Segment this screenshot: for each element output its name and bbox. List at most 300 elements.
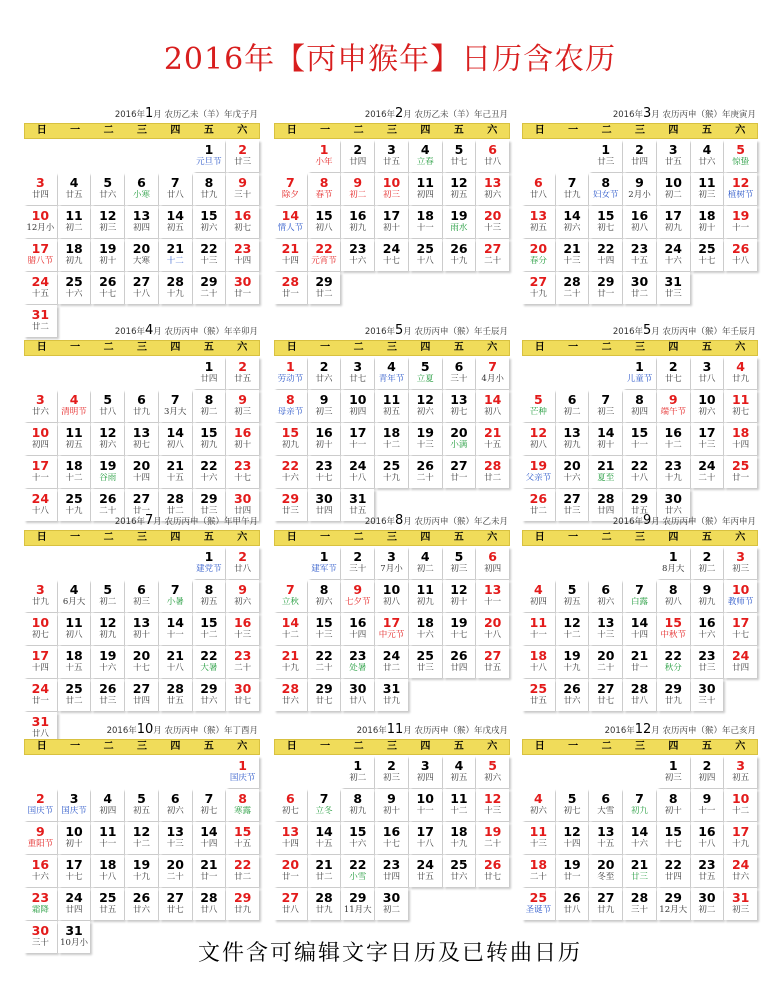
- day-cell[interactable]: [623, 272, 656, 304]
- day-cell[interactable]: [522, 423, 555, 455]
- day-cell[interactable]: [308, 272, 341, 304]
- day-cell[interactable]: [724, 140, 757, 172]
- day-cell[interactable]: [159, 423, 192, 455]
- day-cell[interactable]: [341, 173, 374, 205]
- day-cell[interactable]: [657, 646, 690, 678]
- day-cell[interactable]: [724, 888, 757, 920]
- day-cell[interactable]: [58, 679, 91, 711]
- day-cell[interactable]: [691, 206, 724, 238]
- day-cell[interactable]: [58, 888, 91, 920]
- day-cell[interactable]: [443, 547, 476, 579]
- day-cell[interactable]: [24, 423, 57, 455]
- day-cell[interactable]: [375, 357, 408, 389]
- day-cell[interactable]: [341, 756, 374, 788]
- day-cell[interactable]: [589, 456, 622, 488]
- day-cell[interactable]: [226, 613, 259, 645]
- day-cell[interactable]: [623, 789, 656, 821]
- day-cell[interactable]: [691, 646, 724, 678]
- day-cell[interactable]: [226, 239, 259, 271]
- day-cell[interactable]: [724, 456, 757, 488]
- day-cell[interactable]: [375, 547, 408, 579]
- day-cell[interactable]: [691, 173, 724, 205]
- day-cell[interactable]: [193, 390, 226, 422]
- day-cell[interactable]: [125, 206, 158, 238]
- day-cell[interactable]: [308, 822, 341, 854]
- day-cell[interactable]: [341, 456, 374, 488]
- day-cell[interactable]: [91, 239, 124, 271]
- day-cell[interactable]: [476, 580, 509, 612]
- day-cell[interactable]: [522, 613, 555, 645]
- day-cell[interactable]: [522, 206, 555, 238]
- day-cell[interactable]: [308, 547, 341, 579]
- day-cell[interactable]: [24, 206, 57, 238]
- day-cell[interactable]: [226, 580, 259, 612]
- day-cell[interactable]: [274, 206, 307, 238]
- day-cell[interactable]: [226, 888, 259, 920]
- day-cell[interactable]: [274, 789, 307, 821]
- day-cell[interactable]: [589, 423, 622, 455]
- day-cell[interactable]: [443, 456, 476, 488]
- day-cell[interactable]: [91, 646, 124, 678]
- day-cell[interactable]: [193, 239, 226, 271]
- day-cell[interactable]: [125, 855, 158, 887]
- day-cell[interactable]: [443, 239, 476, 271]
- day-cell[interactable]: [159, 613, 192, 645]
- day-cell[interactable]: [226, 173, 259, 205]
- day-cell[interactable]: [522, 855, 555, 887]
- day-cell[interactable]: [589, 390, 622, 422]
- day-cell[interactable]: [657, 206, 690, 238]
- day-cell[interactable]: [657, 580, 690, 612]
- day-cell[interactable]: [375, 239, 408, 271]
- day-cell[interactable]: [623, 679, 656, 711]
- day-cell[interactable]: [125, 272, 158, 304]
- day-cell[interactable]: [409, 646, 442, 678]
- day-cell[interactable]: [476, 239, 509, 271]
- day-cell[interactable]: [308, 140, 341, 172]
- day-cell[interactable]: [274, 679, 307, 711]
- day-cell[interactable]: [724, 239, 757, 271]
- day-cell[interactable]: [308, 357, 341, 389]
- day-cell[interactable]: [691, 239, 724, 271]
- day-cell[interactable]: [159, 679, 192, 711]
- day-cell[interactable]: [341, 789, 374, 821]
- day-cell[interactable]: [589, 140, 622, 172]
- day-cell[interactable]: [409, 822, 442, 854]
- day-cell[interactable]: [556, 888, 589, 920]
- day-cell[interactable]: [691, 822, 724, 854]
- day-cell[interactable]: [125, 822, 158, 854]
- day-cell[interactable]: [24, 173, 57, 205]
- day-cell[interactable]: [589, 206, 622, 238]
- day-cell[interactable]: [91, 580, 124, 612]
- day-cell[interactable]: [375, 390, 408, 422]
- day-cell[interactable]: [657, 613, 690, 645]
- day-cell[interactable]: [24, 646, 57, 678]
- day-cell[interactable]: [443, 206, 476, 238]
- day-cell[interactable]: [409, 789, 442, 821]
- day-cell[interactable]: [691, 679, 724, 711]
- day-cell[interactable]: [226, 646, 259, 678]
- day-cell[interactable]: [589, 679, 622, 711]
- day-cell[interactable]: [24, 272, 57, 304]
- day-cell[interactable]: [691, 789, 724, 821]
- day-cell[interactable]: [443, 140, 476, 172]
- day-cell[interactable]: [341, 140, 374, 172]
- day-cell[interactable]: [24, 239, 57, 271]
- day-cell[interactable]: [589, 239, 622, 271]
- day-cell[interactable]: [556, 855, 589, 887]
- day-cell[interactable]: [308, 679, 341, 711]
- day-cell[interactable]: [623, 239, 656, 271]
- day-cell[interactable]: [443, 646, 476, 678]
- day-cell[interactable]: [476, 547, 509, 579]
- day-cell[interactable]: [159, 239, 192, 271]
- day-cell[interactable]: [193, 173, 226, 205]
- day-cell[interactable]: [691, 390, 724, 422]
- day-cell[interactable]: [691, 547, 724, 579]
- day-cell[interactable]: [375, 423, 408, 455]
- day-cell[interactable]: [308, 789, 341, 821]
- day-cell[interactable]: [341, 855, 374, 887]
- day-cell[interactable]: [657, 547, 690, 579]
- day-cell[interactable]: [308, 456, 341, 488]
- day-cell[interactable]: [657, 140, 690, 172]
- day-cell[interactable]: [91, 822, 124, 854]
- day-cell[interactable]: [556, 580, 589, 612]
- day-cell[interactable]: [691, 140, 724, 172]
- day-cell[interactable]: [193, 272, 226, 304]
- day-cell[interactable]: [24, 613, 57, 645]
- day-cell[interactable]: [623, 822, 656, 854]
- day-cell[interactable]: [159, 456, 192, 488]
- day-cell[interactable]: [125, 613, 158, 645]
- day-cell[interactable]: [125, 580, 158, 612]
- day-cell[interactable]: [58, 390, 91, 422]
- day-cell[interactable]: [623, 646, 656, 678]
- day-cell[interactable]: [476, 140, 509, 172]
- day-cell[interactable]: [556, 679, 589, 711]
- day-cell[interactable]: [589, 613, 622, 645]
- day-cell[interactable]: [556, 456, 589, 488]
- day-cell[interactable]: [226, 272, 259, 304]
- day-cell[interactable]: [724, 206, 757, 238]
- day-cell[interactable]: [375, 822, 408, 854]
- day-cell[interactable]: [24, 822, 57, 854]
- day-cell[interactable]: [623, 855, 656, 887]
- day-cell[interactable]: [341, 423, 374, 455]
- day-cell[interactable]: [226, 390, 259, 422]
- day-cell[interactable]: [274, 173, 307, 205]
- day-cell[interactable]: [159, 888, 192, 920]
- day-cell[interactable]: [522, 822, 555, 854]
- day-cell[interactable]: [341, 613, 374, 645]
- day-cell[interactable]: [193, 679, 226, 711]
- day-cell[interactable]: [724, 756, 757, 788]
- day-cell[interactable]: [657, 855, 690, 887]
- day-cell[interactable]: [58, 272, 91, 304]
- day-cell[interactable]: [556, 646, 589, 678]
- day-cell[interactable]: [522, 580, 555, 612]
- day-cell[interactable]: [657, 679, 690, 711]
- day-cell[interactable]: [193, 646, 226, 678]
- day-cell[interactable]: [375, 206, 408, 238]
- day-cell[interactable]: [58, 855, 91, 887]
- day-cell[interactable]: [623, 357, 656, 389]
- day-cell[interactable]: [274, 357, 307, 389]
- day-cell[interactable]: [91, 789, 124, 821]
- day-cell[interactable]: [274, 272, 307, 304]
- day-cell[interactable]: [623, 580, 656, 612]
- day-cell[interactable]: [443, 822, 476, 854]
- day-cell[interactable]: [724, 646, 757, 678]
- day-cell[interactable]: [193, 789, 226, 821]
- day-cell[interactable]: [91, 456, 124, 488]
- day-cell[interactable]: [657, 789, 690, 821]
- day-cell[interactable]: [522, 789, 555, 821]
- day-cell[interactable]: [125, 173, 158, 205]
- day-cell[interactable]: [443, 789, 476, 821]
- day-cell[interactable]: [341, 679, 374, 711]
- day-cell[interactable]: [58, 789, 91, 821]
- day-cell[interactable]: [589, 789, 622, 821]
- day-cell[interactable]: [476, 756, 509, 788]
- day-cell[interactable]: [657, 173, 690, 205]
- day-cell[interactable]: [58, 456, 91, 488]
- day-cell[interactable]: [409, 613, 442, 645]
- day-cell[interactable]: [24, 855, 57, 887]
- day-cell[interactable]: [556, 789, 589, 821]
- day-cell[interactable]: [159, 855, 192, 887]
- day-cell[interactable]: [308, 646, 341, 678]
- day-cell[interactable]: [341, 888, 374, 920]
- day-cell[interactable]: [443, 613, 476, 645]
- day-cell[interactable]: [522, 239, 555, 271]
- day-cell[interactable]: [58, 423, 91, 455]
- day-cell[interactable]: [341, 206, 374, 238]
- day-cell[interactable]: [226, 789, 259, 821]
- day-cell[interactable]: [522, 646, 555, 678]
- day-cell[interactable]: [724, 390, 757, 422]
- day-cell[interactable]: [91, 888, 124, 920]
- day-cell[interactable]: [409, 456, 442, 488]
- day-cell[interactable]: [159, 206, 192, 238]
- day-cell[interactable]: [159, 390, 192, 422]
- day-cell[interactable]: [657, 888, 690, 920]
- day-cell[interactable]: [476, 357, 509, 389]
- day-cell[interactable]: [691, 888, 724, 920]
- day-cell[interactable]: [556, 822, 589, 854]
- day-cell[interactable]: [24, 789, 57, 821]
- day-cell[interactable]: [375, 580, 408, 612]
- day-cell[interactable]: [409, 423, 442, 455]
- day-cell[interactable]: [274, 580, 307, 612]
- day-cell[interactable]: [226, 679, 259, 711]
- day-cell[interactable]: [724, 822, 757, 854]
- day-cell[interactable]: [193, 357, 226, 389]
- day-cell[interactable]: [556, 206, 589, 238]
- day-cell[interactable]: [274, 613, 307, 645]
- day-cell[interactable]: [91, 173, 124, 205]
- day-cell[interactable]: [375, 613, 408, 645]
- day-cell[interactable]: [623, 613, 656, 645]
- day-cell[interactable]: [476, 822, 509, 854]
- day-cell[interactable]: [657, 357, 690, 389]
- day-cell[interactable]: [409, 390, 442, 422]
- day-cell[interactable]: [556, 239, 589, 271]
- day-cell[interactable]: [226, 456, 259, 488]
- day-cell[interactable]: [159, 646, 192, 678]
- day-cell[interactable]: [623, 173, 656, 205]
- day-cell[interactable]: [274, 423, 307, 455]
- day-cell[interactable]: [589, 855, 622, 887]
- day-cell[interactable]: [274, 822, 307, 854]
- day-cell[interactable]: [193, 855, 226, 887]
- day-cell[interactable]: [341, 822, 374, 854]
- day-cell[interactable]: [274, 456, 307, 488]
- day-cell[interactable]: [274, 888, 307, 920]
- day-cell[interactable]: [341, 580, 374, 612]
- day-cell[interactable]: [91, 206, 124, 238]
- day-cell[interactable]: [193, 822, 226, 854]
- day-cell[interactable]: [409, 580, 442, 612]
- day-cell[interactable]: [375, 888, 408, 920]
- day-cell[interactable]: [226, 140, 259, 172]
- day-cell[interactable]: [724, 547, 757, 579]
- day-cell[interactable]: [691, 756, 724, 788]
- day-cell[interactable]: [375, 173, 408, 205]
- day-cell[interactable]: [623, 423, 656, 455]
- day-cell[interactable]: [375, 646, 408, 678]
- day-cell[interactable]: [308, 580, 341, 612]
- day-cell[interactable]: [476, 789, 509, 821]
- day-cell[interactable]: [193, 423, 226, 455]
- day-cell[interactable]: [308, 423, 341, 455]
- day-cell[interactable]: [226, 423, 259, 455]
- day-cell[interactable]: [193, 547, 226, 579]
- day-cell[interactable]: [58, 646, 91, 678]
- day-cell[interactable]: [193, 580, 226, 612]
- day-cell[interactable]: [443, 390, 476, 422]
- day-cell[interactable]: [589, 272, 622, 304]
- day-cell[interactable]: [24, 456, 57, 488]
- day-cell[interactable]: [522, 272, 555, 304]
- day-cell[interactable]: [125, 423, 158, 455]
- day-cell[interactable]: [308, 239, 341, 271]
- day-cell[interactable]: [409, 239, 442, 271]
- day-cell[interactable]: [159, 789, 192, 821]
- day-cell[interactable]: [226, 206, 259, 238]
- day-cell[interactable]: [226, 822, 259, 854]
- day-cell[interactable]: [125, 789, 158, 821]
- day-cell[interactable]: [556, 272, 589, 304]
- day-cell[interactable]: [476, 456, 509, 488]
- day-cell[interactable]: [589, 646, 622, 678]
- day-cell[interactable]: [58, 173, 91, 205]
- day-cell[interactable]: [476, 423, 509, 455]
- day-cell[interactable]: [589, 580, 622, 612]
- day-cell[interactable]: [58, 206, 91, 238]
- day-cell[interactable]: [556, 173, 589, 205]
- day-cell[interactable]: [341, 390, 374, 422]
- day-cell[interactable]: [691, 357, 724, 389]
- day-cell[interactable]: [341, 646, 374, 678]
- day-cell[interactable]: [409, 206, 442, 238]
- day-cell[interactable]: [193, 140, 226, 172]
- day-cell[interactable]: [193, 206, 226, 238]
- day-cell[interactable]: [226, 756, 259, 788]
- day-cell[interactable]: [657, 756, 690, 788]
- day-cell[interactable]: [58, 239, 91, 271]
- day-cell[interactable]: [308, 888, 341, 920]
- day-cell[interactable]: [556, 390, 589, 422]
- day-cell[interactable]: [556, 423, 589, 455]
- day-cell[interactable]: [589, 173, 622, 205]
- day-cell[interactable]: [193, 456, 226, 488]
- day-cell[interactable]: [589, 888, 622, 920]
- day-cell[interactable]: [409, 173, 442, 205]
- day-cell[interactable]: [443, 580, 476, 612]
- day-cell[interactable]: [159, 580, 192, 612]
- day-cell[interactable]: [724, 789, 757, 821]
- day-cell[interactable]: [657, 390, 690, 422]
- day-cell[interactable]: [274, 390, 307, 422]
- day-cell[interactable]: [657, 423, 690, 455]
- day-cell[interactable]: [193, 888, 226, 920]
- day-cell[interactable]: [24, 679, 57, 711]
- day-cell[interactable]: [623, 206, 656, 238]
- day-cell[interactable]: [522, 456, 555, 488]
- day-cell[interactable]: [308, 173, 341, 205]
- day-cell[interactable]: [375, 140, 408, 172]
- day-cell[interactable]: [691, 456, 724, 488]
- day-cell[interactable]: [443, 423, 476, 455]
- day-cell[interactable]: [657, 456, 690, 488]
- day-cell[interactable]: [125, 888, 158, 920]
- day-cell[interactable]: [476, 613, 509, 645]
- day-cell[interactable]: [274, 239, 307, 271]
- day-cell[interactable]: [476, 206, 509, 238]
- day-cell[interactable]: [226, 855, 259, 887]
- day-cell[interactable]: [308, 390, 341, 422]
- day-cell[interactable]: [308, 855, 341, 887]
- day-cell[interactable]: [125, 646, 158, 678]
- day-cell[interactable]: [308, 613, 341, 645]
- day-cell[interactable]: [193, 613, 226, 645]
- day-cell[interactable]: [159, 173, 192, 205]
- day-cell[interactable]: [341, 239, 374, 271]
- day-cell[interactable]: [226, 357, 259, 389]
- day-cell[interactable]: [226, 547, 259, 579]
- day-cell[interactable]: [724, 855, 757, 887]
- day-cell[interactable]: [409, 357, 442, 389]
- day-cell[interactable]: [274, 646, 307, 678]
- day-cell[interactable]: [443, 173, 476, 205]
- day-cell[interactable]: [375, 679, 408, 711]
- day-cell[interactable]: [691, 855, 724, 887]
- day-cell[interactable]: [522, 390, 555, 422]
- day-cell[interactable]: [409, 140, 442, 172]
- day-cell[interactable]: [125, 390, 158, 422]
- day-cell[interactable]: [691, 613, 724, 645]
- day-cell[interactable]: [159, 272, 192, 304]
- day-cell[interactable]: [476, 173, 509, 205]
- day-cell[interactable]: [125, 456, 158, 488]
- day-cell[interactable]: [341, 547, 374, 579]
- day-cell[interactable]: [409, 547, 442, 579]
- day-cell[interactable]: [125, 239, 158, 271]
- day-cell[interactable]: [91, 613, 124, 645]
